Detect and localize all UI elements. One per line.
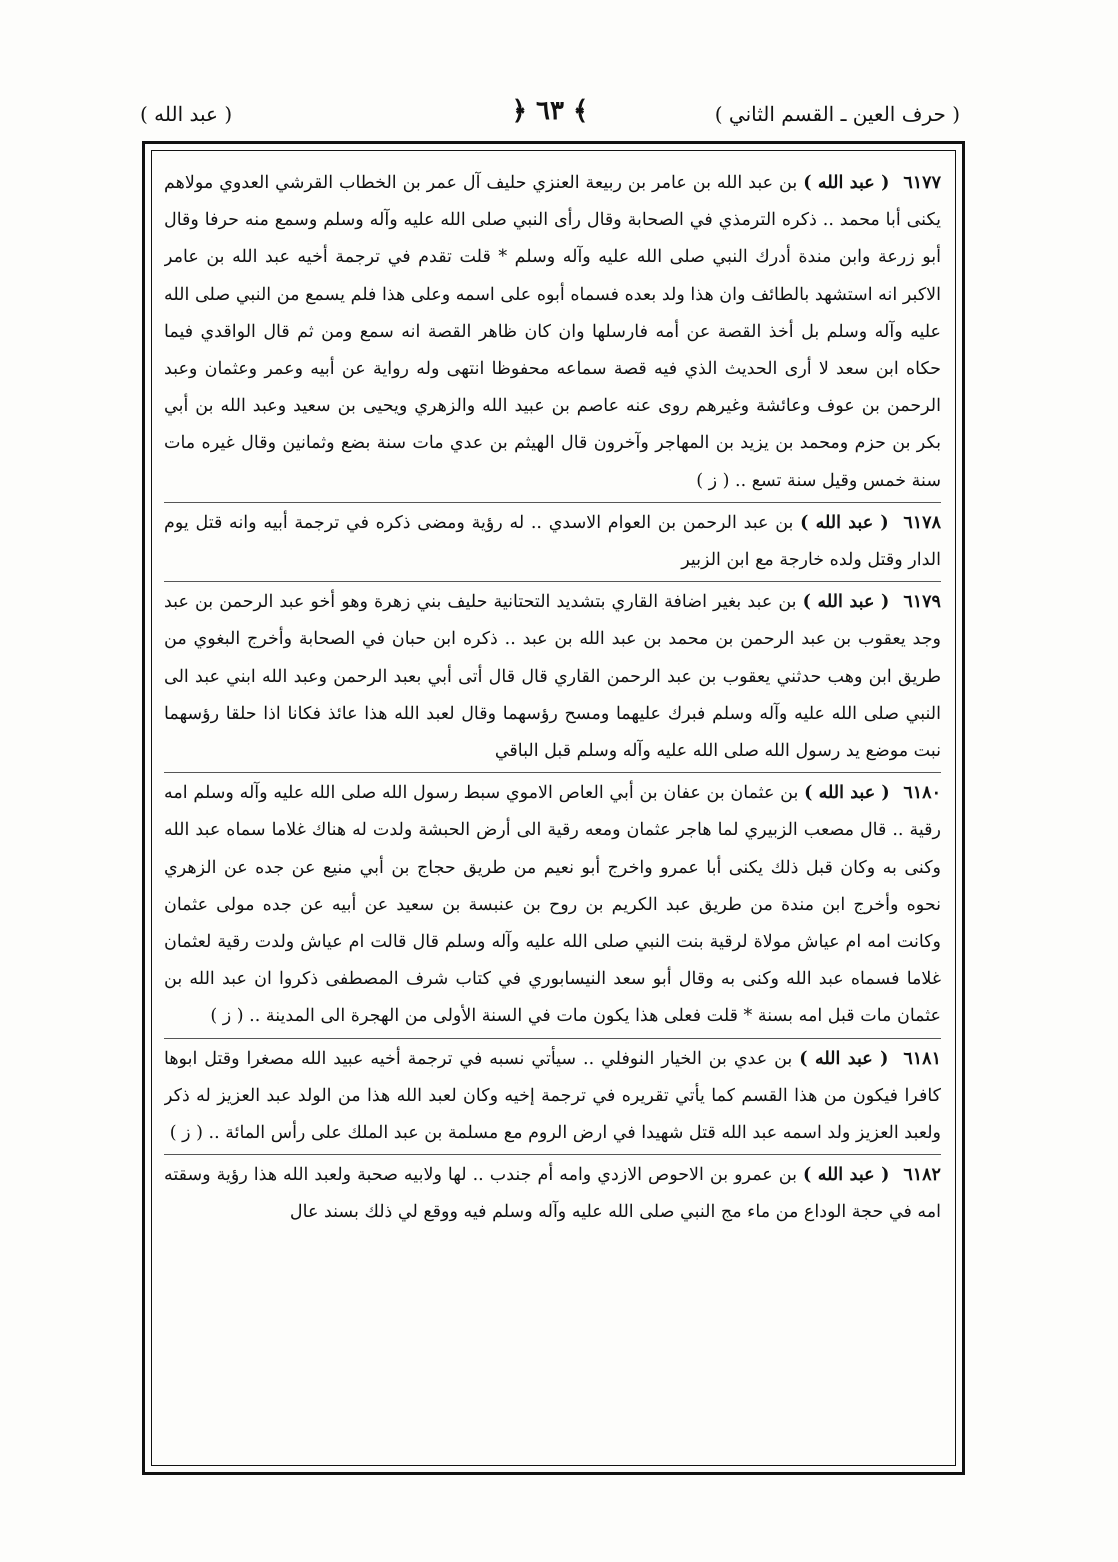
entry-number: ٦١٨١ bbox=[903, 1048, 941, 1069]
entry-name: ( عبد الله ) bbox=[803, 173, 890, 193]
entry-divider bbox=[164, 1038, 941, 1039]
page-number: ﴾ ٦٣ ﴿ bbox=[511, 96, 589, 126]
running-head: ( عبد الله ) bbox=[140, 102, 233, 126]
entry-name: ( عبد الله ) bbox=[804, 783, 890, 804]
entry-number: ٦١٧٨ bbox=[903, 512, 941, 533]
entry-6181 bbox=[164, 1041, 941, 1153]
entry-number: ٦١٧٩ bbox=[903, 592, 941, 613]
entry-divider bbox=[164, 772, 941, 773]
entry-text: بن عمرو بن الاحوص الازدي وامه أم جندب .. لها ولابيه صحبة ولعبد الله هذا رؤية وسقته امه في حجة الوداع من ماء مج النبي صلى الله عليه وآله وسلم فيه ووقع لي ذلك بسند عال bbox=[164, 1165, 941, 1223]
entry-number: ٦١٧٧ bbox=[903, 173, 941, 193]
entry-text: بن عثمان بن عفان بن أبي العاص الاموي سبط رسول الله صلى الله عليه وآله وسلم امه رقية .. قال مصعب الزبيري لما هاجر عثمان ومعه رقية الى أرض الحبشة ولدت له هناك غلاما سماه عبد الله وكنى به وكان قبل ذلك يكنى أبا عمرو واخرج أبو نعيم من طريق حجاج بن أبي منيع عن جده عن الزهري نحوه وأخرج ابن مندة من طريق عبد الكريم بن روح بن عنبسة بن سعيد عن أبيه عن جده مولى عثمان وكانت امه ام عياش مولاة لرقية بنت النبي صلى الله عليه وآله وسلم قال قالت ام عياش ولدت رقية لعثمان غلاما فسماه عبد الله وكنى به وقال أبو سعد النيسابوري في كتاب شرف المصطفى ذكروا ان عبد الله بن عثمان مات قبل امه بسنة * قلت فعلى هذا يكون مات في السنة الأولى من الهجرة الى المدينة .. ( ز ) bbox=[164, 783, 941, 1027]
entry-name: ( عبد الله ) bbox=[802, 1165, 890, 1186]
entry-6179 bbox=[164, 584, 941, 770]
entry-6180 bbox=[164, 775, 941, 1035]
entry-text: بن عدي بن الخيار النوفلي .. سيأتي نسبه في ترجمة أخيه عبيد الله مصغرا وقتل ابوها كافرا فيكون من هذا القسم كما يأتي تقريره في ترجمة إخيه وكان لعبد الله هذا من الولد عبد العزيز له ذكر ولعبد العزيز ولد اسمه عبد الله قتل شهيدا في ارض الروم مع مسلمة بن عبد الملك على رأس المائة .. ( ز ) bbox=[164, 1048, 941, 1144]
entry-6182 bbox=[164, 1157, 941, 1231]
entry-number: ٦١٨٢ bbox=[903, 1165, 941, 1186]
page-frame-inner bbox=[151, 150, 956, 1466]
body-text bbox=[164, 165, 941, 1455]
entry-6178 bbox=[164, 505, 941, 579]
entry-text: بن عبد الرحمن بن العوام الاسدي .. له رؤية ومضى ذكره في ترجمة أبيه وانه قتل يوم الدار وقتل ولده خارجة مع ابن الزبير bbox=[164, 512, 941, 571]
page-frame bbox=[142, 141, 965, 1475]
entry-divider bbox=[164, 502, 941, 503]
entry-divider bbox=[164, 1154, 941, 1155]
section-title: ( حرف العين ـ القسم الثاني ) bbox=[714, 102, 960, 126]
entry-text: بن عبد الله بن عامر بن ربيعة العنزي حليف آل عمر بن الخطاب القرشي العدوي مولاهم يكنى أبا محمد .. ذكره الترمذي في الصحابة وقال رأى النبي صلى الله عليه وآله وسلم وسمع منه حرفا وقال أبو زرعة وابن مندة أدرك النبي صلى الله عليه وآله وسلم * قلت تقدم في ترجمة أخيه عبد الله بن عامر الاكبر انه استشهد بالطائف وان هذا ولد بعده فسماه أبوه على اسمه وعلى هذا فلم يسمع من النبي صلى الله عليه وآله وسلم بل أخذ القصة عن أمه فارسلها وان كان ظاهر القصة انه سمع ومن ثم قال الواقدي فيما حكاه ابن سعد لا أرى الحديث الذي فيه قصة سماعه محفوظا انتهى وله رواية عن أبيه وعمر وعثمان وعبد الرحمن بن عوف وعائشة وغيرهم روى عنه عاصم بن عبيد الله والزهري ويحيى بن سعيد وعبد الله بن أبي بكر بن حزم ومحمد بن يزيد بن المهاجر وآخرون قال الهيثم بن عدي مات سنة بضع وثمانين وقال غيره مات سنة خمس وقيل سنة تسع .. ( ز ) bbox=[164, 173, 941, 491]
entry-name: ( عبد الله ) bbox=[799, 1048, 889, 1069]
entry-name: ( عبد الله ) bbox=[800, 512, 889, 533]
page-header bbox=[140, 96, 960, 140]
entry-6177 bbox=[164, 165, 941, 500]
entry-name: ( عبد الله ) bbox=[802, 592, 890, 613]
entry-number: ٦١٨٠ bbox=[903, 783, 941, 804]
entry-divider bbox=[164, 581, 941, 582]
entry-text: بن عبد بغير اضافة القاري بتشديد التحتانية حليف بني زهرة وهو أخو عبد الرحمن بن عبد وجد يعقوب بن عبد الرحمن بن محمد بن عبد الله بن عبد .. ذكره ابن حبان في الصحابة وأخرج البغوي من طريق ابن وهب حدثني يعقوب بن عبد الرحمن القاري قال قال أتى أبي بعبد الرحمن وعبد الله ابني عبد الى النبي صلى الله عليه وآله وسلم فبرك عليهما ومسح رؤسهما وقال لعبد الله هذا عائذ فكانا اذا حلقا رؤسهما نبت موضع يد رسول الله صلى الله عليه وآله وسلم قبل الباقي bbox=[164, 592, 941, 762]
